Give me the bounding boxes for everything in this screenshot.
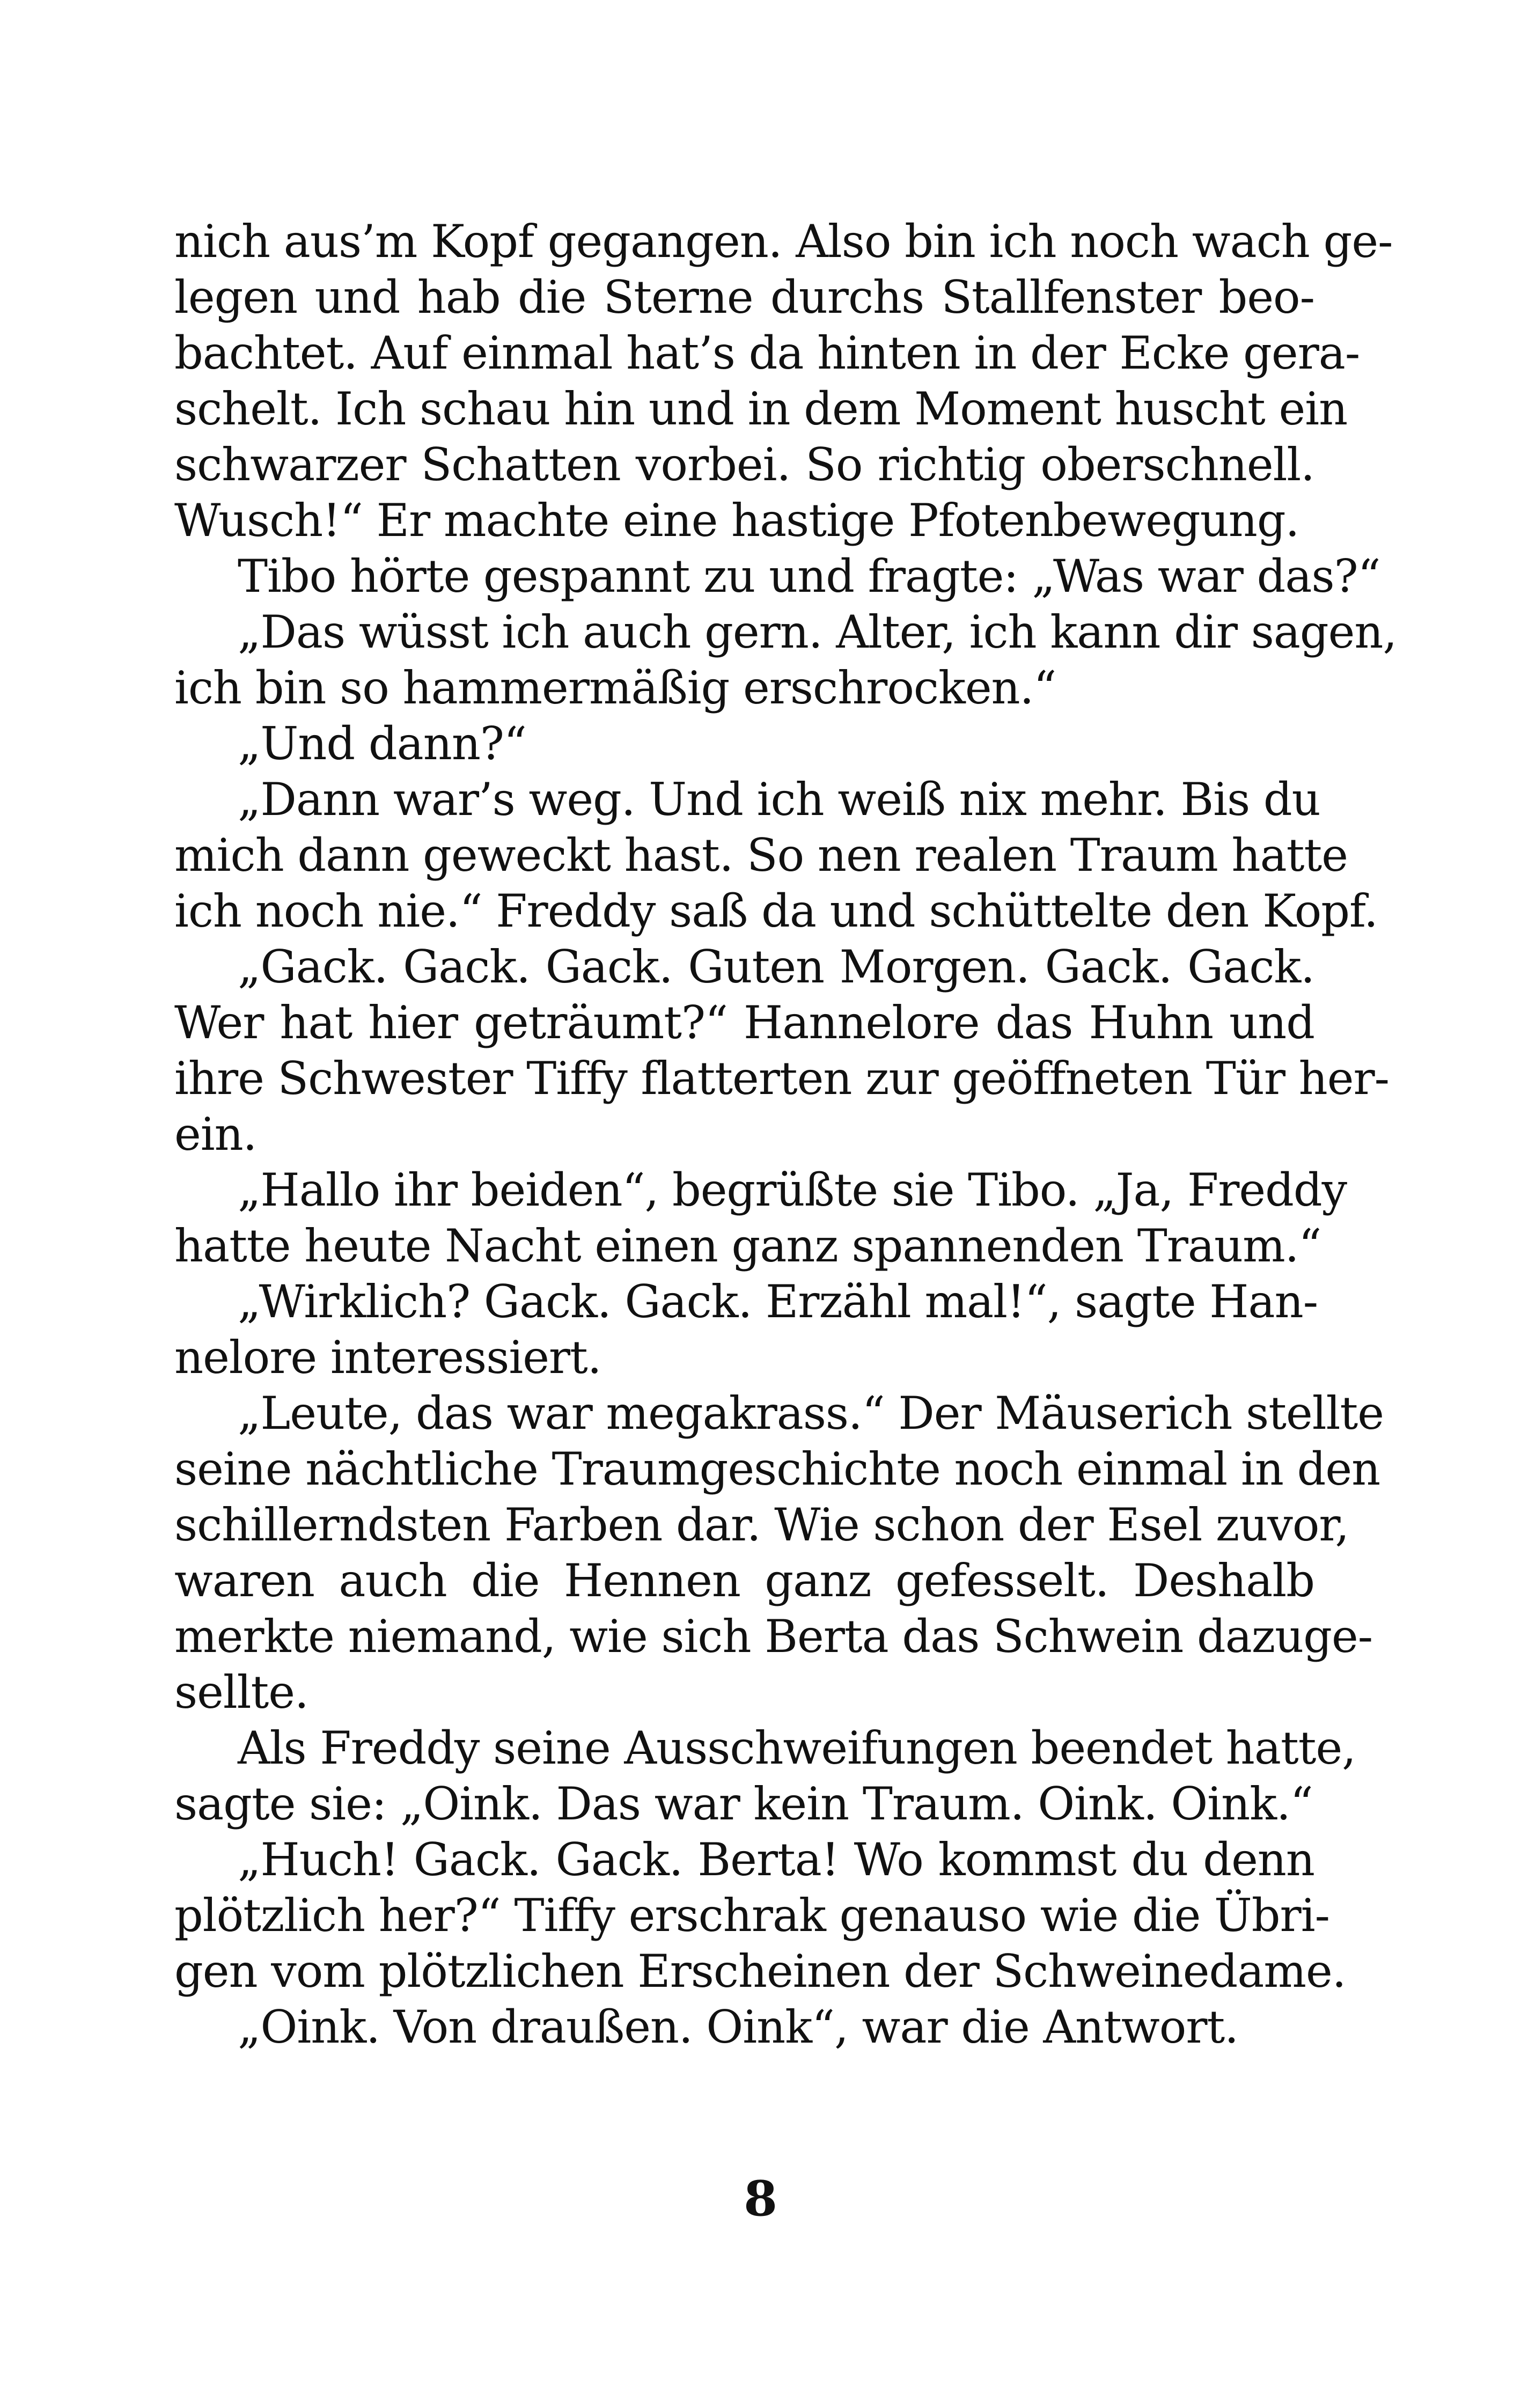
text-line: „Oink. Von draußen. Oink“, war die Antwort. — [238, 2001, 1238, 2053]
text-line: gen vom plötzlichen Erscheinen der Schweinedame. — [174, 1945, 1346, 1998]
text-line: ein. — [174, 1108, 257, 1161]
text-line: sagte sie: „Oink. Das war kein Traum. Oink. Oink.“ — [174, 1778, 1313, 1830]
text-line: nich aus’m Kopf gegangen. Also bin ich noch wach ge- — [174, 215, 1393, 268]
text-line: schwarzer Schatten vorbei. So richtig oberschnell. — [174, 438, 1314, 491]
page-number: 8 — [744, 2170, 777, 2227]
text-line: nelore interessiert. — [174, 1331, 601, 1384]
text-line: Als Freddy seine Ausschweifungen beendet hatte, — [238, 1722, 1356, 1774]
text-line: „Das wüsst ich auch gern. Alter, ich kann dir sagen, — [238, 606, 1397, 658]
text-line: „Leute, das war megakrass.“ Der Mäuserich stellte — [238, 1387, 1384, 1440]
body-text — [174, 214, 1397, 2055]
text-line: Wer hat hier geträumt?“ Hannelore das Huhn und — [174, 996, 1314, 1049]
text-line: waren auch die Hennen ganz gefesselt. Deshalb — [174, 1554, 1314, 1607]
text-line: ich bin so hammermäßig erschrocken.“ — [174, 662, 1056, 714]
text-line: bachtet. Auf einmal hat’s da hinten in der Ecke gera- — [174, 327, 1360, 379]
text-line: seine nächtliche Traumgeschichte noch einmal in den — [174, 1443, 1380, 1495]
text-line: Tibo hörte gespannt zu und fragte: „Was war das?“ — [238, 550, 1380, 603]
text-line: ihre Schwester Tiffy flatterten zur geöffneten Tür her- — [174, 1052, 1390, 1105]
text-line: ich noch nie.“ Freddy saß da und schüttelte den Kopf. — [174, 885, 1378, 937]
text-line: Wusch!“ Er machte eine hastige Pfotenbewegung. — [174, 494, 1299, 547]
text-line: „Wirklich? Gack. Gack. Erzähl mal!“, sagte Han- — [238, 1275, 1318, 1328]
text-line: plötzlich her?“ Tiffy erschrak genauso wie die Übri- — [174, 1889, 1329, 1942]
text-line: „Gack. Gack. Gack. Guten Morgen. Gack. Gack. — [238, 941, 1314, 993]
text-line: „Hallo ihr beiden“, begrüßte sie Tibo. „Ja, Freddy — [238, 1164, 1347, 1216]
text-line: sellte. — [174, 1666, 308, 1719]
text-line: schelt. Ich schau hin und in dem Moment huscht ein — [174, 383, 1348, 435]
text-line: legen und hab die Sterne durchs Stallfenster beo- — [174, 271, 1314, 324]
text-line: „Dann war’s weg. Und ich weiß nix mehr. Bis du — [238, 773, 1320, 826]
text-line: hatte heute Nacht einen ganz spannenden Traum.“ — [174, 1220, 1321, 1272]
text-line: schillerndsten Farben dar. Wie schon der Esel zuvor, — [174, 1499, 1349, 1551]
text-line: „Und dann?“ — [238, 717, 526, 770]
text-line: mich dann geweckt hast. So nen realen Traum hatte — [174, 829, 1348, 882]
text-line: merkte niemand, wie sich Berta das Schwein dazuge- — [174, 1610, 1373, 1663]
text-line: „Huch! Gack. Gack. Berta! Wo kommst du denn — [238, 1833, 1314, 1886]
